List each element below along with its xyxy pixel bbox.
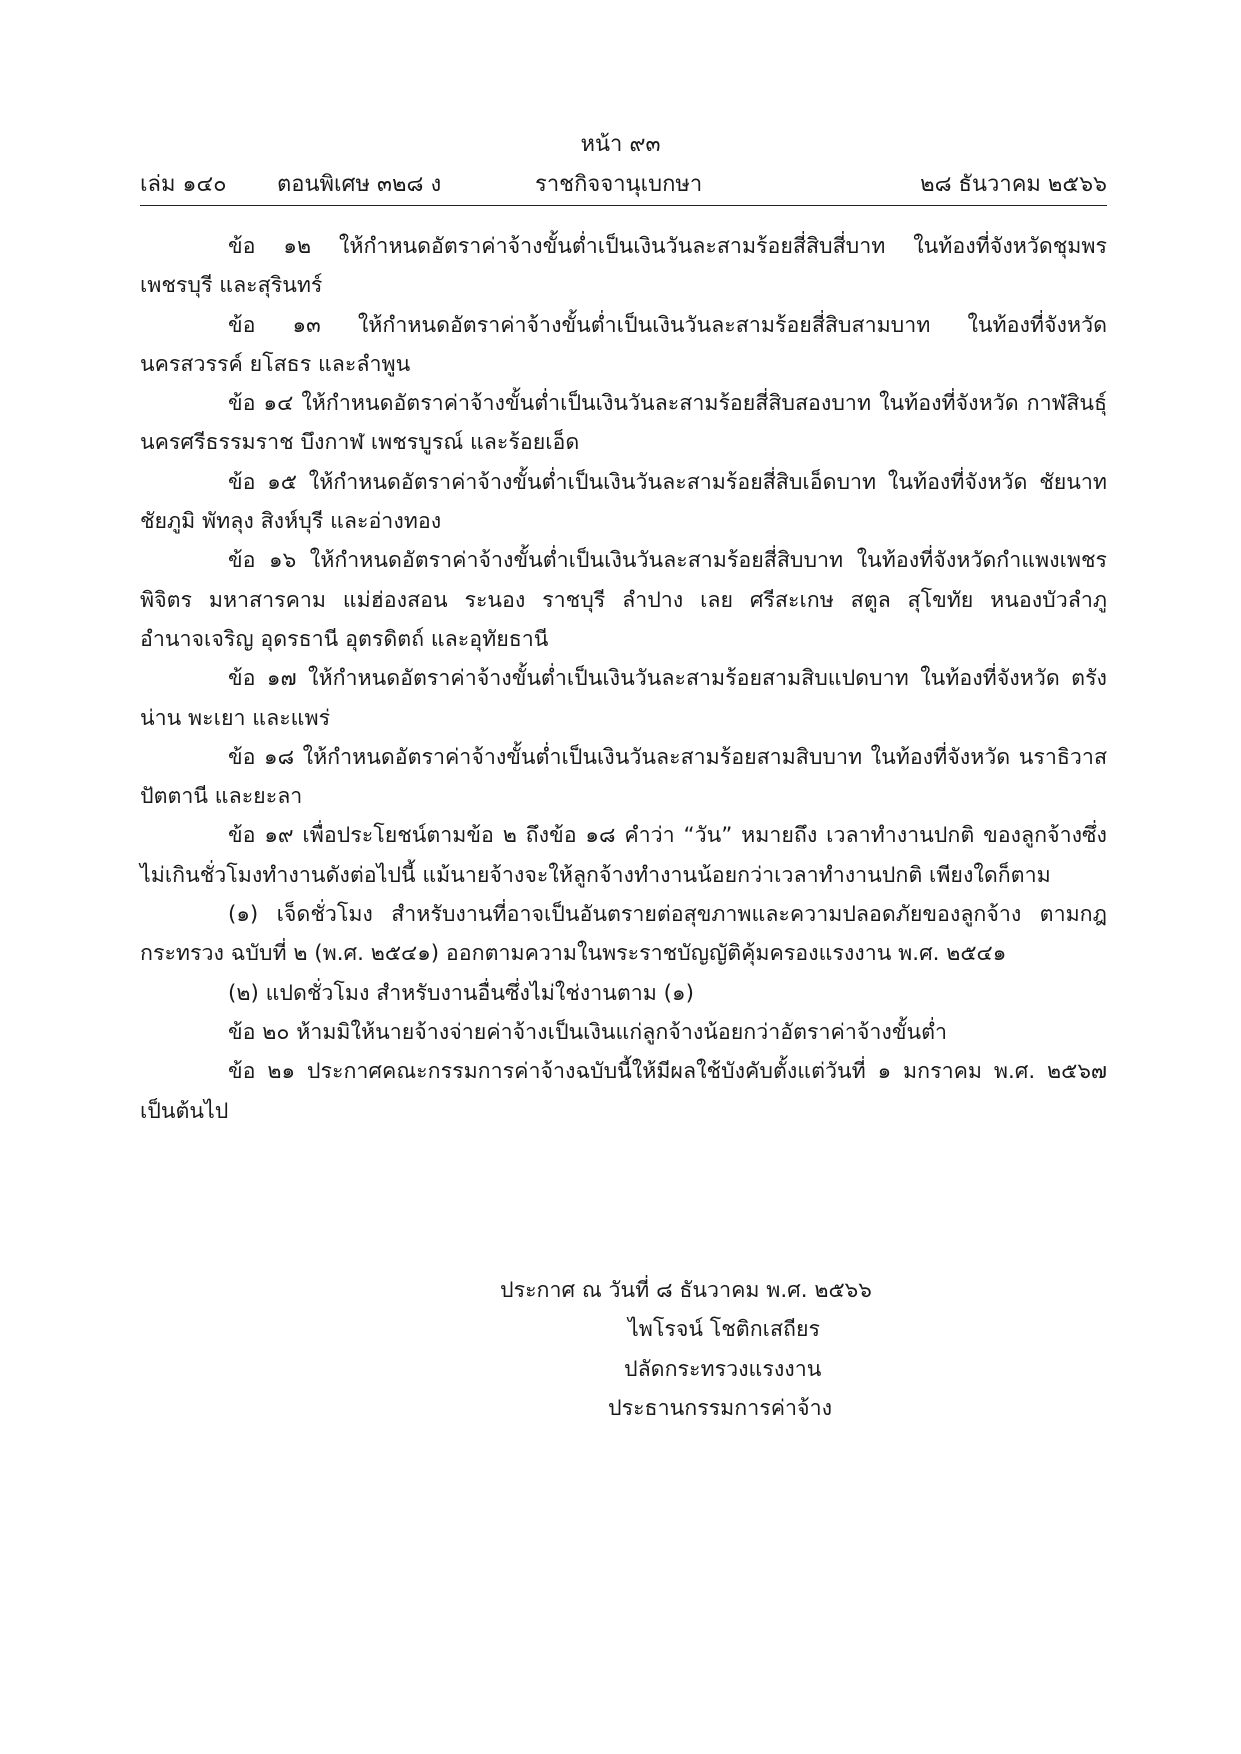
header-volume: เล่ม ๑๔๐: [140, 172, 227, 197]
clause-19-item-2: (๒) แปดชั่วโมง สำหรับงานอื่นซึ่งไม่ใช่งานตาม (๑): [228, 980, 694, 1006]
clause-18: ข้อ ๑๘ ให้กำหนดอัตราค่าจ้างขั้นต่ำเป็นเงินวันละสามร้อยสามสิบบาท ในท้องที่จังหวัด นราธิวาส ปัตตานี และยะลา: [140, 744, 1107, 810]
clause-13: ข้อ ๑๓ ให้กำหนดอัตราค่าจ้างขั้นต่ำเป็นเงินวันละสามร้อยสี่สิบสามบาท ในท้องที่จังหวัด นครสวรรค์ ยโสธร และลำพูน: [140, 312, 1107, 377]
header-gazette-title: ราชกิจจานุเบกษา: [535, 172, 703, 197]
clause-16: ข้อ ๑๖ ให้กำหนดอัตราค่าจ้างขั้นต่ำเป็นเงินวันละสามร้อยสี่สิบบาท ในท้องที่จังหวัดกำแพงเพชร พิจิตร มหาสารคาม แม่ฮ่องสอน ระนอง ราชบุรี ลำปาง เลย ศรีสะเกษ สตูล สุโขทัย หนองบัวลำภู อำนาจเจริญ อุดรธานี อุตรดิตถ์ และอุทัยธานี: [140, 548, 1107, 652]
signer-position-2: ประธานกรรมการค่าจ้าง: [608, 1395, 833, 1421]
clause-15: ข้อ ๑๕ ให้กำหนดอัตราค่าจ้างขั้นต่ำเป็นเงินวันละสามร้อยสี่สิบเอ็ดบาท ในท้องที่จังหวัด ชัยนาท ชัยภูมิ พัทลุง สิงห์บุรี และอ่างทอง: [140, 469, 1107, 535]
signer-name: ไพโรจน์ โชติกเสถียร: [628, 1317, 820, 1343]
document-body: [140, 227, 1107, 1131]
signature-block: [500, 1271, 960, 1428]
header-date: ๒๘ ธันวาคม ๒๕๖๖: [920, 172, 1107, 197]
clause-19-item-1: (๑) เจ็ดชั่วโมง สำหรับงานที่อาจเป็นอันตรายต่อสุขภาพและความปลอดภัยของลูกจ้าง ตามกฎกระทรวง ฉบับที่ ๒ (พ.ศ. ๒๕๔๑) ออกตามความในพระราชบัญญัติคุ้มครองแรงงาน พ.ศ. ๒๕๔๑: [140, 902, 1107, 967]
clause-14: ข้อ ๑๔ ให้กำหนดอัตราค่าจ้างขั้นต่ำเป็นเงินวันละสามร้อยสี่สิบสองบาท ในท้องที่จังหวัด กาฬสินธุ์ นครศรีธรรมราช บึงกาฬ เพชรบูรณ์ และร้อยเอ็ด: [140, 391, 1107, 456]
clause-19: ข้อ ๑๙ เพื่อประโยชน์ตามข้อ ๒ ถึงข้อ ๑๘ คำว่า “วัน” หมายถึง เวลาทำงานปกติ ของลูกจ้างซึ่งไม่เกินชั่วโมงทำงานดังต่อไปนี้ แม้นายจ้างจะให้ลูกจ้างทำงานน้อยกว่าเวลาทำงานปกติ เพียงใดก็ตาม: [140, 823, 1107, 888]
signer-position-1: ปลัดกระทรวงแรงงาน: [624, 1356, 822, 1382]
clause-20: ข้อ ๒๐ ห้ามมิให้นายจ้างจ่ายค่าจ้างเป็นเงินแก่ลูกจ้างน้อยกว่าอัตราค่าจ้างขั้นต่ำ: [228, 1019, 947, 1045]
gazette-header: [140, 168, 1107, 202]
header-issue: ตอนพิเศษ ๓๒๘ ง: [277, 172, 442, 197]
clause-17: ข้อ ๑๗ ให้กำหนดอัตราค่าจ้างขั้นต่ำเป็นเงินวันละสามร้อยสามสิบแปดบาท ในท้องที่จังหวัด ตรัง น่าน พะเยา และแพร่: [140, 666, 1107, 731]
header-divider: [140, 205, 1107, 206]
announcement-date: ประกาศ ณ วันที่ ๘ ธันวาคม พ.ศ. ๒๕๖๖: [500, 1278, 872, 1303]
page-number: หน้า ๙๓: [580, 132, 661, 157]
clause-12: ข้อ ๑๒ ให้กำหนดอัตราค่าจ้างขั้นต่ำเป็นเงินวันละสามร้อยสี่สิบสี่บาท ในท้องที่จังหวัดชุมพร เพชรบุรี และสุรินทร์: [140, 234, 1107, 299]
clause-21: ข้อ ๒๑ ประกาศคณะกรรมการค่าจ้างฉบับนี้ให้มีผลใช้บังคับตั้งแต่วันที่ ๑ มกราคม พ.ศ. ๒๕๖๗ เป็นต้นไป: [140, 1059, 1107, 1124]
